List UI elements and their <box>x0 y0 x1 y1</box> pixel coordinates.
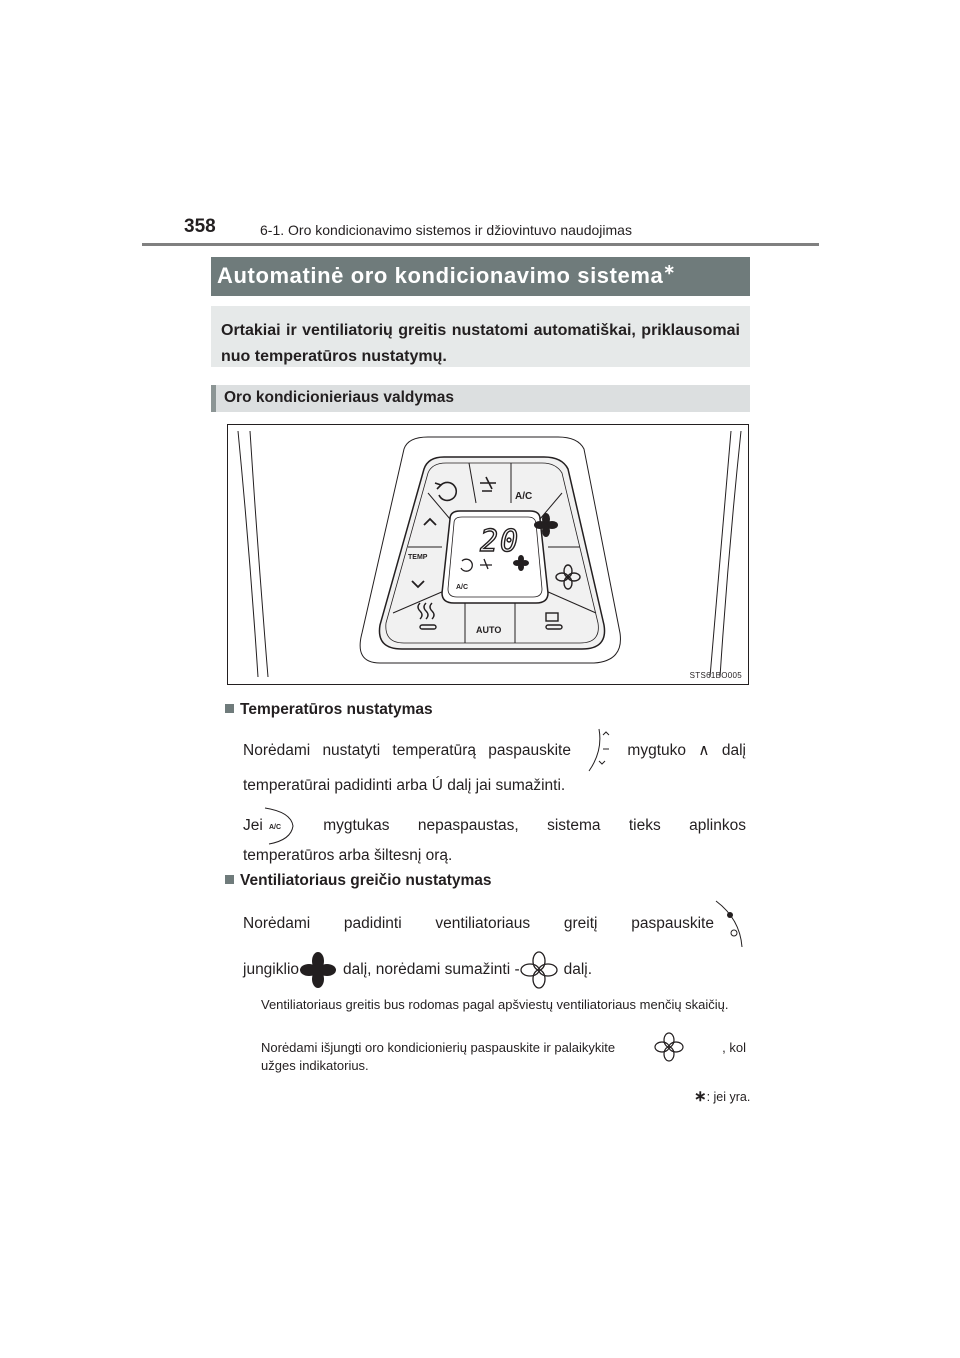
text-word: Norėdami <box>243 915 311 932</box>
header-rule <box>142 243 819 246</box>
text-word: sistema <box>547 817 601 834</box>
section-title-bar <box>211 257 750 296</box>
fan-heading-text: Ventiliatoriaus greičio nustatymas <box>240 872 492 889</box>
temperature-display: 20 <box>480 524 521 559</box>
display-ac-label: A/C <box>456 584 469 591</box>
up-arrow-symbol: ∧ <box>698 742 710 759</box>
text-word: temperatūrą <box>392 742 476 759</box>
footnote <box>694 1087 750 1105</box>
bullet-square <box>225 875 234 884</box>
fan-line-1 <box>243 898 746 950</box>
footnote-mark: ∗ <box>694 1088 707 1105</box>
note-text: Norėdami išjungti oro kondicionierių paspauskite ir palaikykite <box>261 1039 616 1055</box>
fan-note-1: Ventiliatoriaus greitis bus rodomas pagal apšviestų ventiliatoriaus menčių skaičių. <box>261 997 729 1012</box>
fan-icon <box>654 1032 684 1062</box>
text-word: mygtukas <box>323 817 390 834</box>
ac-button-icon <box>263 806 295 846</box>
temp-label: TEMP <box>408 554 428 561</box>
ac-button-label: A/C <box>515 491 533 502</box>
temperature-heading <box>225 701 433 719</box>
note-text: , kol <box>722 1039 746 1055</box>
text-word: tieks <box>628 817 661 834</box>
text-word: nustatyti <box>322 742 381 759</box>
figure-code: STS61BO005 <box>689 671 742 680</box>
section-summary: Ortakiai ir ventiliatorių greitis nustatomi automatiškai, priklausomai nuo temperatūros nustatymų. <box>221 322 740 365</box>
text-word: jungiklio <box>243 961 300 978</box>
footnote-marker: ∗ <box>663 261 676 277</box>
page-number: 358 <box>184 216 216 237</box>
text-word: nepaspaustas, <box>417 817 519 834</box>
control-panel-figure <box>227 424 749 685</box>
text-word: greitį <box>563 915 598 932</box>
text-word: aplinkos <box>689 817 746 834</box>
bullet-square <box>225 704 234 713</box>
text-word: Norėdami <box>243 742 311 759</box>
text-word: paspauskite <box>631 915 714 932</box>
temperature-line-3 <box>243 806 746 846</box>
subsection-title: Oro kondicionieriaus valdymas <box>224 389 454 406</box>
fan-note-2-cont: užges indikatorius. <box>261 1058 369 1073</box>
text-word: padidinti <box>343 915 402 932</box>
climate-panel-illustration <box>228 425 748 684</box>
temperature-heading-text: Temperatūros nustatymas <box>240 701 433 718</box>
section-title: Automatinė oro kondicionavimo sistema <box>217 263 664 288</box>
running-head: 6-1. Oro kondicionavimo sistemos ir džiovintuvo naudojimas <box>260 222 632 238</box>
fan-rocker-icon <box>714 899 746 949</box>
text-word: ventiliatoriaus <box>435 915 531 932</box>
fan-line-2 <box>243 950 592 990</box>
temperature-line-1 <box>243 731 746 771</box>
text-word: paspauskite <box>488 742 571 759</box>
footnote-text: : jei yra. <box>706 1090 751 1104</box>
text-word: dalį. <box>563 961 593 978</box>
text-word: mygtuko <box>627 742 687 759</box>
auto-button-label: AUTO <box>476 625 502 635</box>
fan-low-icon <box>520 951 558 989</box>
text-word: Jei <box>243 817 263 834</box>
fan-high-icon <box>299 951 337 989</box>
subsection-bar <box>211 385 750 412</box>
temperature-line-2: temperatūrai padidinti arba Ú dalį jai sumažinti. <box>243 777 566 794</box>
temp-rocker-icon <box>583 727 615 775</box>
text-word: dalį, norėdami sumažinti - <box>343 961 520 978</box>
fan-heading <box>225 872 492 890</box>
ac-icon-label: A/C <box>268 824 281 831</box>
text-word: dalį <box>721 742 746 759</box>
section-summary-box <box>211 306 750 367</box>
temperature-line-4: temperatūros arba šiltesnį orą. <box>243 847 453 864</box>
